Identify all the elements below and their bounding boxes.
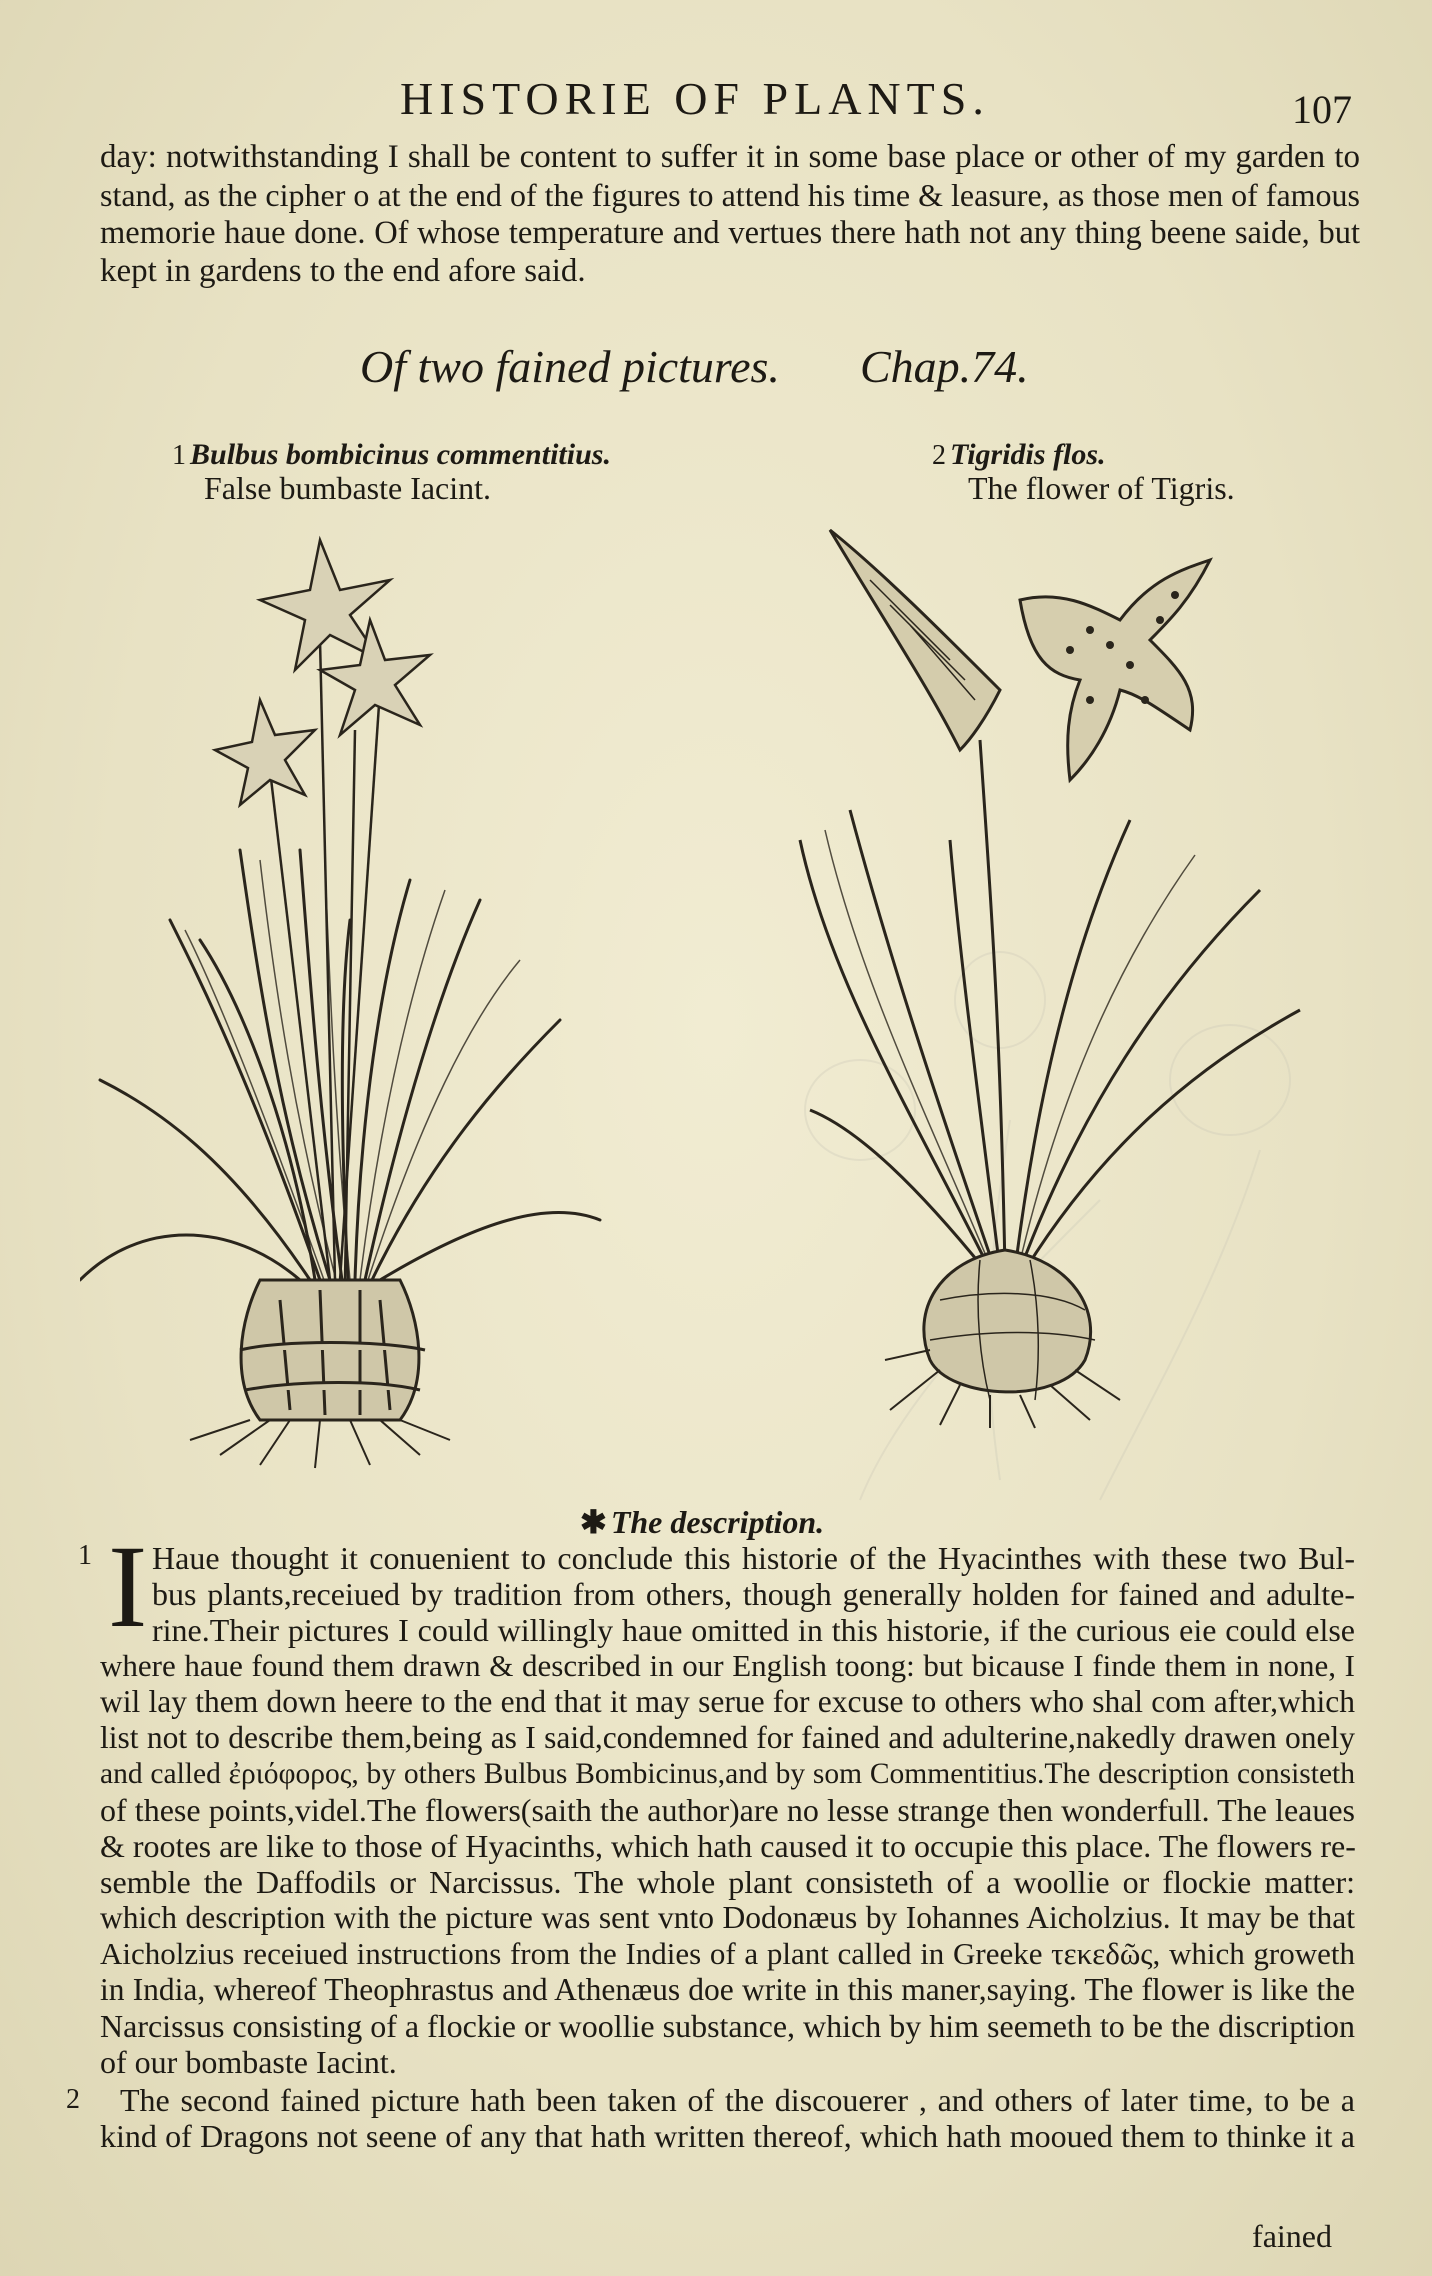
top-text-line: kept in gardens to the end afore said. bbox=[100, 253, 586, 289]
top-text-line: stand, as the cipher o at the end of the figures to attend his time & leasure, as those men of famous bbox=[100, 177, 1360, 213]
body-line: Haue thought it conuenient to conclude this historie of the Hyacinthes with these two Bul- bbox=[152, 1540, 1355, 1576]
body-line: list not to describe them,being as I said,condemned for fained and adulterine,nakedly drawen onely bbox=[100, 1720, 1355, 1755]
chapter-number: Chap.74. bbox=[859, 341, 1029, 392]
figure-1-number: 1 bbox=[172, 440, 186, 471]
description-heading-text: The description. bbox=[610, 1504, 825, 1540]
body-line: where haue found them drawn & described in our English toong: but bicause I finde them in none, I bbox=[100, 1648, 1355, 1683]
chapter-title bbox=[360, 340, 1029, 393]
body-line: and called ἐριόφορος, by others Bulbus Bombicinus,and by som Commentitius.The description consisteth bbox=[100, 1758, 1355, 1790]
body-line: of our bombaste Iacint. bbox=[100, 2044, 397, 2080]
body-line: semble the Daffodils or Narcissus. The whole plant consisteth of a woollie or flockie matter: bbox=[100, 1864, 1355, 1900]
body-line: kind of Dragons not seene of any that hath written thereof, which hath mooued them to thinke it a bbox=[100, 2118, 1355, 2154]
figure-1-latin-name: Bulbus bombicinus commentitius. bbox=[190, 438, 611, 471]
chapter-title-text: Of two fained pictures. bbox=[360, 341, 780, 392]
top-text-line: day: notwithstanding I shall be content to suffer it in some base place or other of my garden to bbox=[100, 139, 1360, 175]
figure-2-english-name: The flower of Tigris. bbox=[968, 470, 1235, 506]
figure-1-english-name: False bumbaste Iacint. bbox=[204, 470, 492, 506]
drop-cap: I bbox=[108, 1521, 148, 1652]
figure-2-woodcut-illustration bbox=[790, 510, 1310, 1430]
figure-2-number: 2 bbox=[932, 440, 946, 471]
body-line: The second fained picture hath been taken of the discouerer , and others of later time, to be a bbox=[120, 2082, 1355, 2118]
body-line: which description with the picture was sent vnto Dodonæus by Iohannes Aicholzius. It may be that bbox=[100, 1900, 1355, 1935]
figure-2-latin-name: Tigridis flos. bbox=[950, 438, 1106, 471]
body-line: of these points,videl.The flowers(saith the author)are no lesse strange then wonderfull. The leaues bbox=[100, 1792, 1355, 1828]
body-line: bus plants,receiued by tradition from others, though generally holden for fained and adulte- bbox=[152, 1576, 1355, 1612]
body-line: & rootes are like to those of Hyacinths, which hath caused it to occupie this place. The flowers re- bbox=[100, 1828, 1356, 1864]
body-line: wil lay them down heere to the end that it may serue for excuse to others who shal com after,which bbox=[100, 1684, 1355, 1719]
body-line: Aicholzius receiued instructions from the Indies of a plant called in Greeke τεκεδῶς, which groweth bbox=[100, 1936, 1355, 1971]
top-text-line: memorie haue done. Of whose temperature and vertues there hath not any thing beene saide, but bbox=[100, 215, 1360, 251]
figure-1-woodcut-illustration bbox=[80, 520, 640, 1470]
asterism-icon: ✱ bbox=[580, 1504, 607, 1540]
figure-2-caption bbox=[932, 438, 1106, 472]
figure-1-caption bbox=[172, 438, 611, 472]
catchword: fained bbox=[1252, 2218, 1332, 2254]
body-line: rine.Their pictures I could willingly haue omitted in this historie, if the curious eie could else bbox=[152, 1612, 1355, 1648]
paragraph-2-number: 2 bbox=[66, 2084, 80, 2115]
body-line: in India, whereof Theophrastus and Athenæus doe write in this maner,saying. The flower is like the bbox=[100, 1972, 1355, 2007]
description-heading bbox=[580, 1503, 824, 1541]
page-number: 107 bbox=[1292, 87, 1352, 132]
body-line: Narcissus consisting of a flockie or woollie substance, which by him seemeth to be the discription bbox=[100, 2008, 1355, 2044]
paragraph-1-number: 1 bbox=[78, 1540, 92, 1571]
running-head: HISTORIE OF PLANTS. bbox=[400, 73, 990, 124]
